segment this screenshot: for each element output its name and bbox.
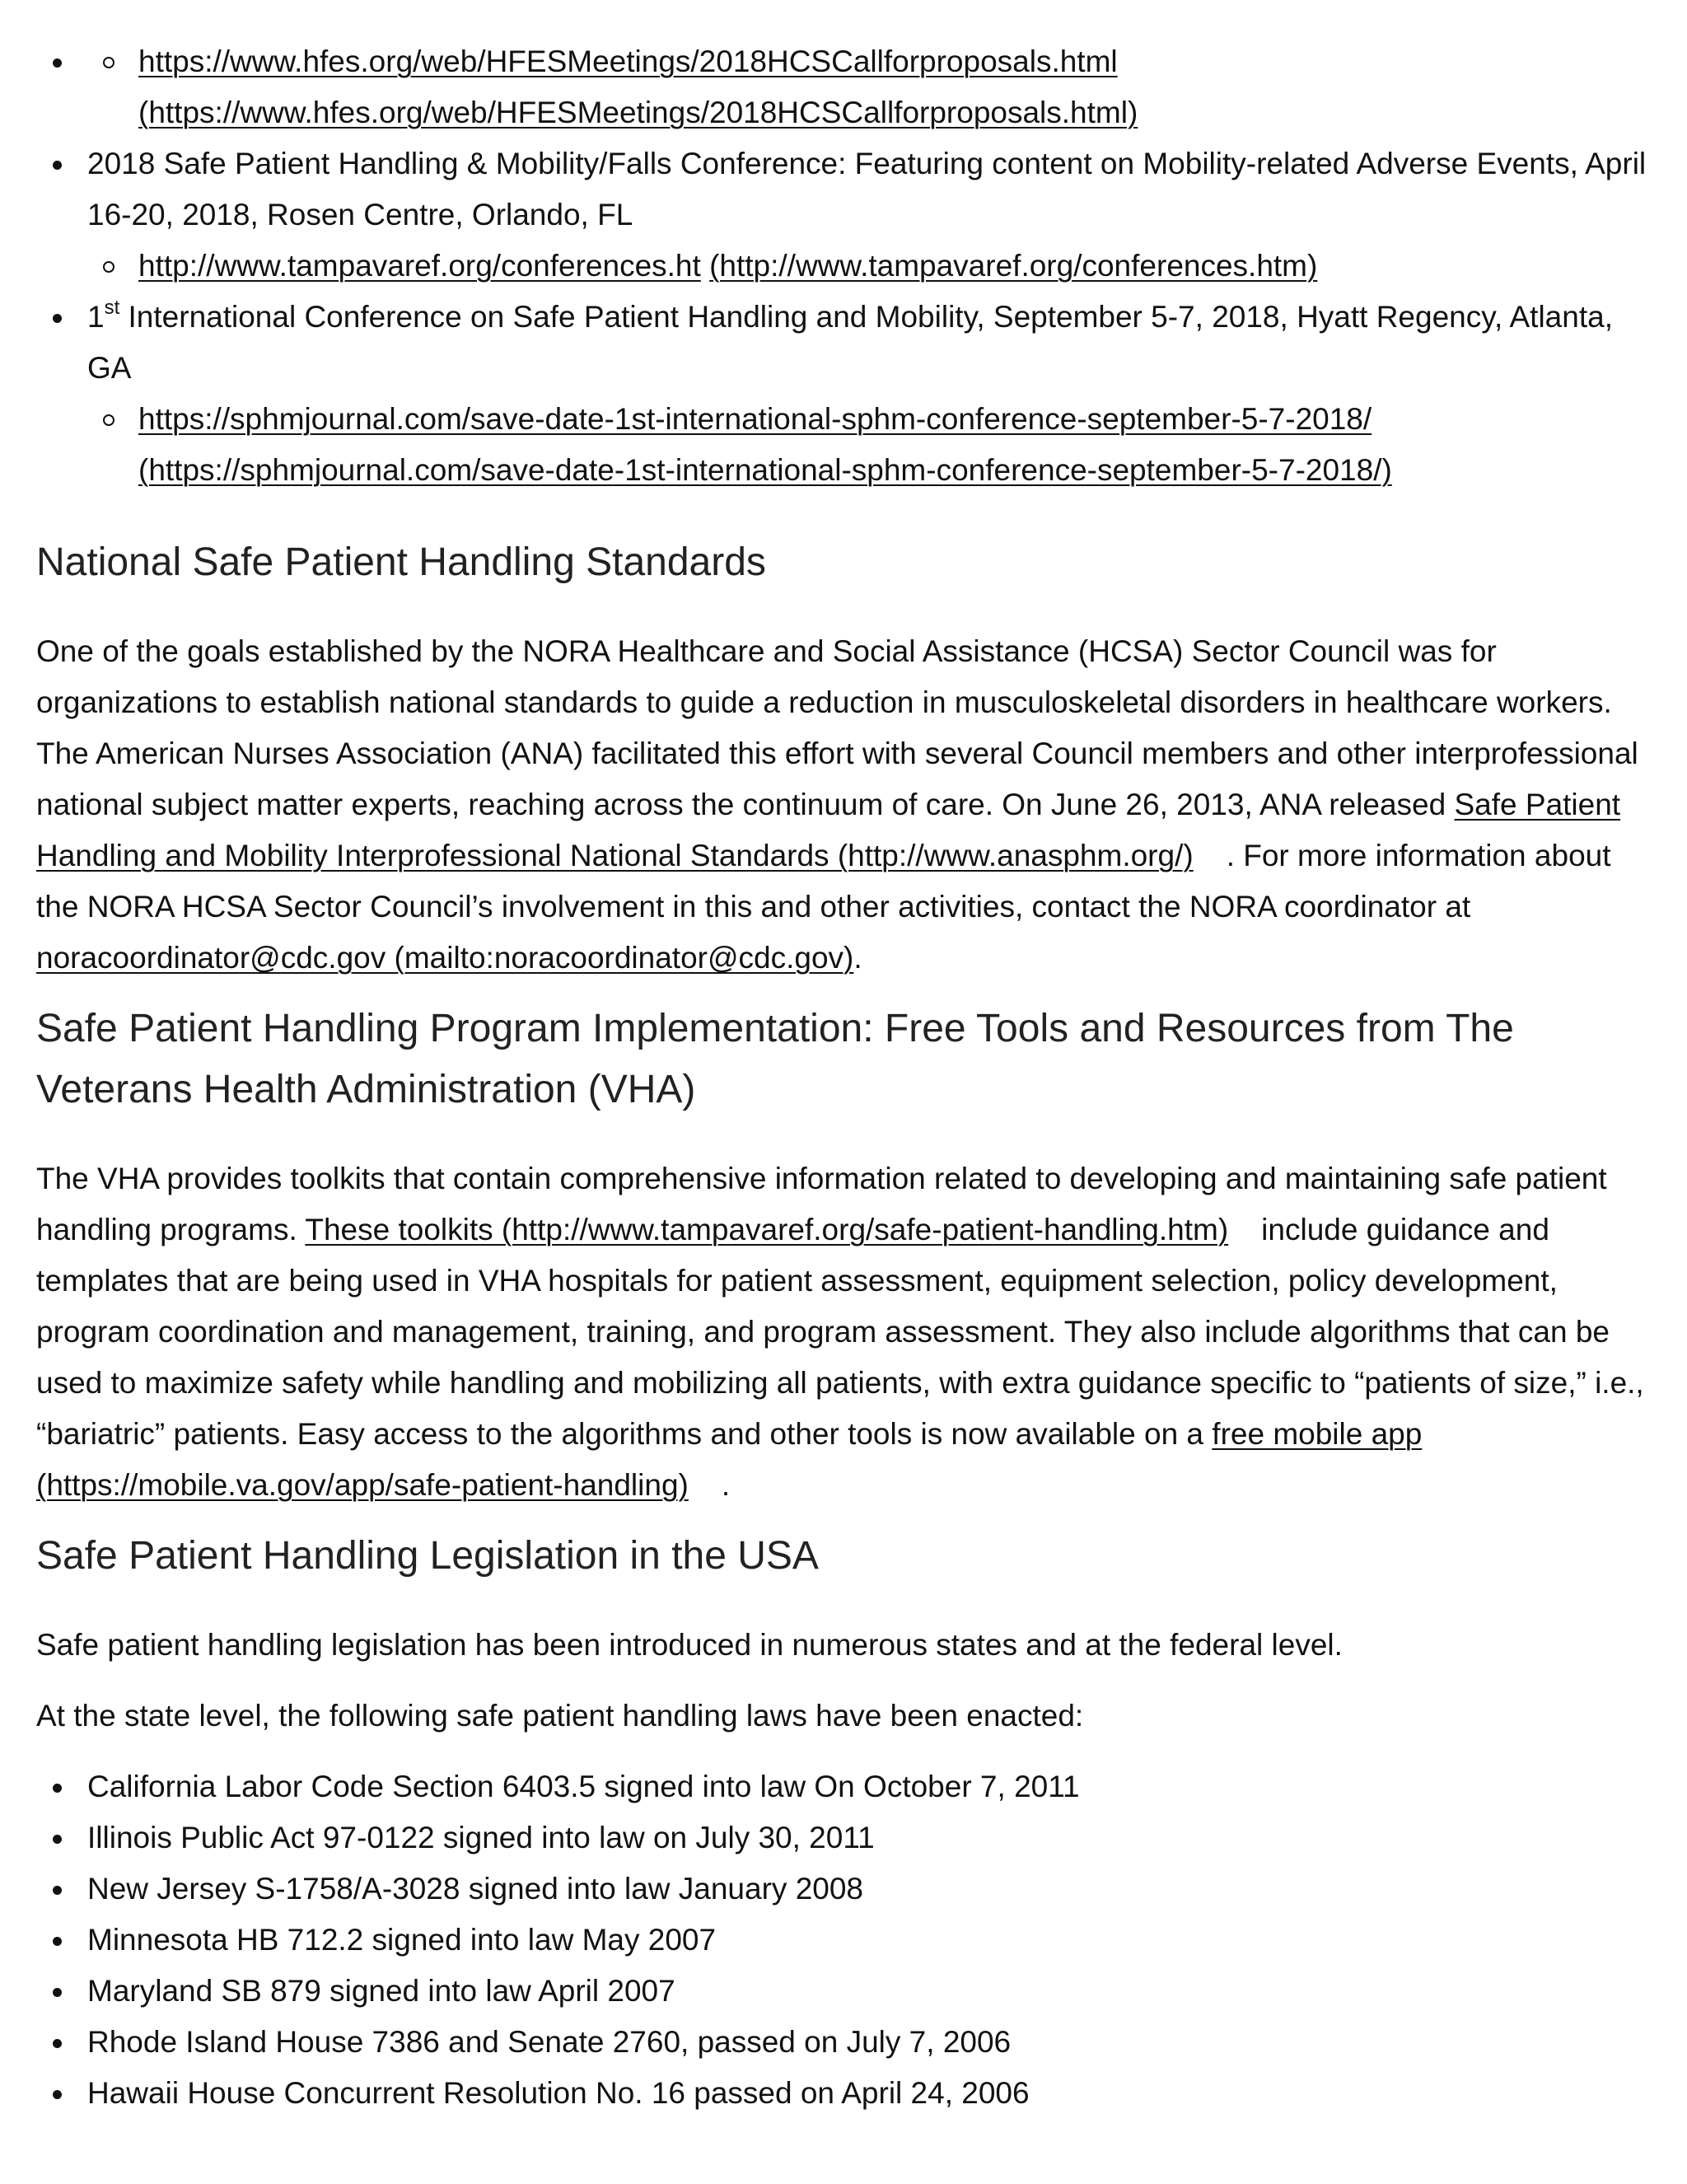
legislation-intro: Safe patient handling legislation has been introduced in numerous states and at the federal level. bbox=[36, 1628, 1343, 1662]
mobile-app-link[interactable]: free mobile app (https://mobile.va.gov/app/safe-patient-handling) bbox=[36, 1417, 1423, 1502]
list-item: New Jersey S-1758/A-3028 signed into law January 2008 bbox=[36, 1864, 1651, 1915]
legislation-heading: Safe Patient Handling Legislation in the USA bbox=[36, 1534, 819, 1578]
list-item bbox=[87, 394, 1651, 496]
sphm-journal-link[interactable]: https://sphmjournal.com/save-date-1st-international-sphm-conference-september-5-7-2018/ bbox=[138, 402, 1372, 436]
list-item: Maryland SB 879 signed into law April 2007 bbox=[36, 1966, 1651, 2017]
standards-text-start: One of the goals established by the NORA Healthcare and Social Assistance (HCSA) Sector Council was for organizations to establish national standards to guide a reduction in musculoskeletal disorders in healthcare workers. The American Nurses Association (ANA) facilitated this effort with several Council members and other interprofessional national subject matter experts, reaching across the continuum of care. On June 26, 2013, ANA released bbox=[36, 634, 1638, 821]
conference-sublist bbox=[36, 36, 1651, 138]
conference-list bbox=[36, 36, 1651, 496]
tampa-conferences-link[interactable]: http://www.tampavaref.org/conferences.ht bbox=[138, 249, 701, 283]
state-level-intro: At the state level, the following safe patient handling laws have been enacted: bbox=[36, 1699, 1084, 1733]
conference-title: International Conference on Safe Patient Handling and Mobility, September 5-7, 2018, Hyatt Regency, Atlanta, GA bbox=[87, 300, 1613, 385]
vha-text-end: . bbox=[721, 1468, 731, 1502]
sphm-journal-link-url[interactable]: (https://sphmjournal.com/save-date-1st-international-sphm-conference-september-5-7-2018/) bbox=[138, 453, 1392, 487]
standards-heading: National Safe Patient Handling Standards bbox=[36, 540, 766, 584]
conference-item-sphm-falls bbox=[36, 138, 1651, 292]
list-item bbox=[87, 241, 1651, 292]
ana-standards-link[interactable]: Safe Patient Handling and Mobility Interprofessional National Standards (http://www.anasphm.org/) bbox=[36, 788, 1621, 872]
standards-paragraph bbox=[36, 626, 1651, 984]
conference-title: 2018 Safe Patient Handling & Mobility/Falls Conference: Featuring content on Mobility-related Adverse Events, April 16-20, 2018, Rosen Centre, Orlando, FL bbox=[87, 147, 1647, 231]
list-item bbox=[87, 36, 1651, 138]
conference-sublist bbox=[87, 241, 1651, 292]
standards-text-end: . bbox=[853, 941, 862, 975]
vha-toolkits-link[interactable]: These toolkits (http://www.tampavaref.org/safe-patient-handling.htm) bbox=[305, 1213, 1229, 1246]
standards-text-mid: . For more information about the NORA HCSA Sector Council’s involvement in this and other activities, contact the NORA coordinator at bbox=[36, 839, 1611, 924]
ordinal-number: 1 bbox=[87, 300, 105, 334]
vha-text-mid: include guidance and templates that are being used in VHA hospitals for patient assessment, equipment selection, policy development, program coordination and management, training, and program assessment. They also include algorithms that can be used to maximize safety while handling and mobilizing all patients, with extra guidance specific to “patients of size,” i.e., “bariatric” patients. Easy access to the algorithms and other tools is now available on a bbox=[36, 1213, 1644, 1451]
conference-item-hfes bbox=[36, 36, 1651, 138]
conference-sublist bbox=[87, 394, 1651, 496]
document-page bbox=[36, 36, 1651, 2119]
list-item: California Labor Code Section 6403.5 signed into law On October 7, 2011 bbox=[36, 1761, 1651, 1812]
ordinal-suffix: st bbox=[104, 297, 120, 319]
nora-email-link[interactable]: noracoordinator@cdc.gov (mailto:noracoordinator@cdc.gov) bbox=[36, 941, 854, 975]
tampa-conferences-link-url[interactable]: (http://www.tampavaref.org/conferences.htm) bbox=[709, 249, 1318, 283]
list-item: Rhode Island House 7386 and Senate 2760, passed on July 7, 2006 bbox=[36, 2017, 1651, 2068]
vha-heading: Safe Patient Handling Program Implementation: Free Tools and Resources from The Veterans Health Administration (VHA) bbox=[36, 1007, 1514, 1111]
hfes-link-url[interactable]: (https://www.hfes.org/web/HFESMeetings/2018HCSCallforproposals.html) bbox=[138, 96, 1138, 129]
hfes-link[interactable]: https://www.hfes.org/web/HFESMeetings/2018HCSCallforproposals.html bbox=[138, 44, 1118, 78]
vha-paragraph bbox=[36, 1153, 1651, 1511]
vha-text-start: The VHA provides toolkits that contain comprehensive information related to developing and maintaining safe patient handling programs. bbox=[36, 1162, 1607, 1246]
list-item: Illinois Public Act 97-0122 signed into law on July 30, 2011 bbox=[36, 1812, 1651, 1864]
conference-item-international bbox=[36, 292, 1651, 496]
state-laws-list bbox=[36, 1761, 1651, 2119]
list-item: Minnesota HB 712.2 signed into law May 2007 bbox=[36, 1915, 1651, 1966]
list-item: Hawaii House Concurrent Resolution No. 16 passed on April 24, 2006 bbox=[36, 2068, 1651, 2119]
